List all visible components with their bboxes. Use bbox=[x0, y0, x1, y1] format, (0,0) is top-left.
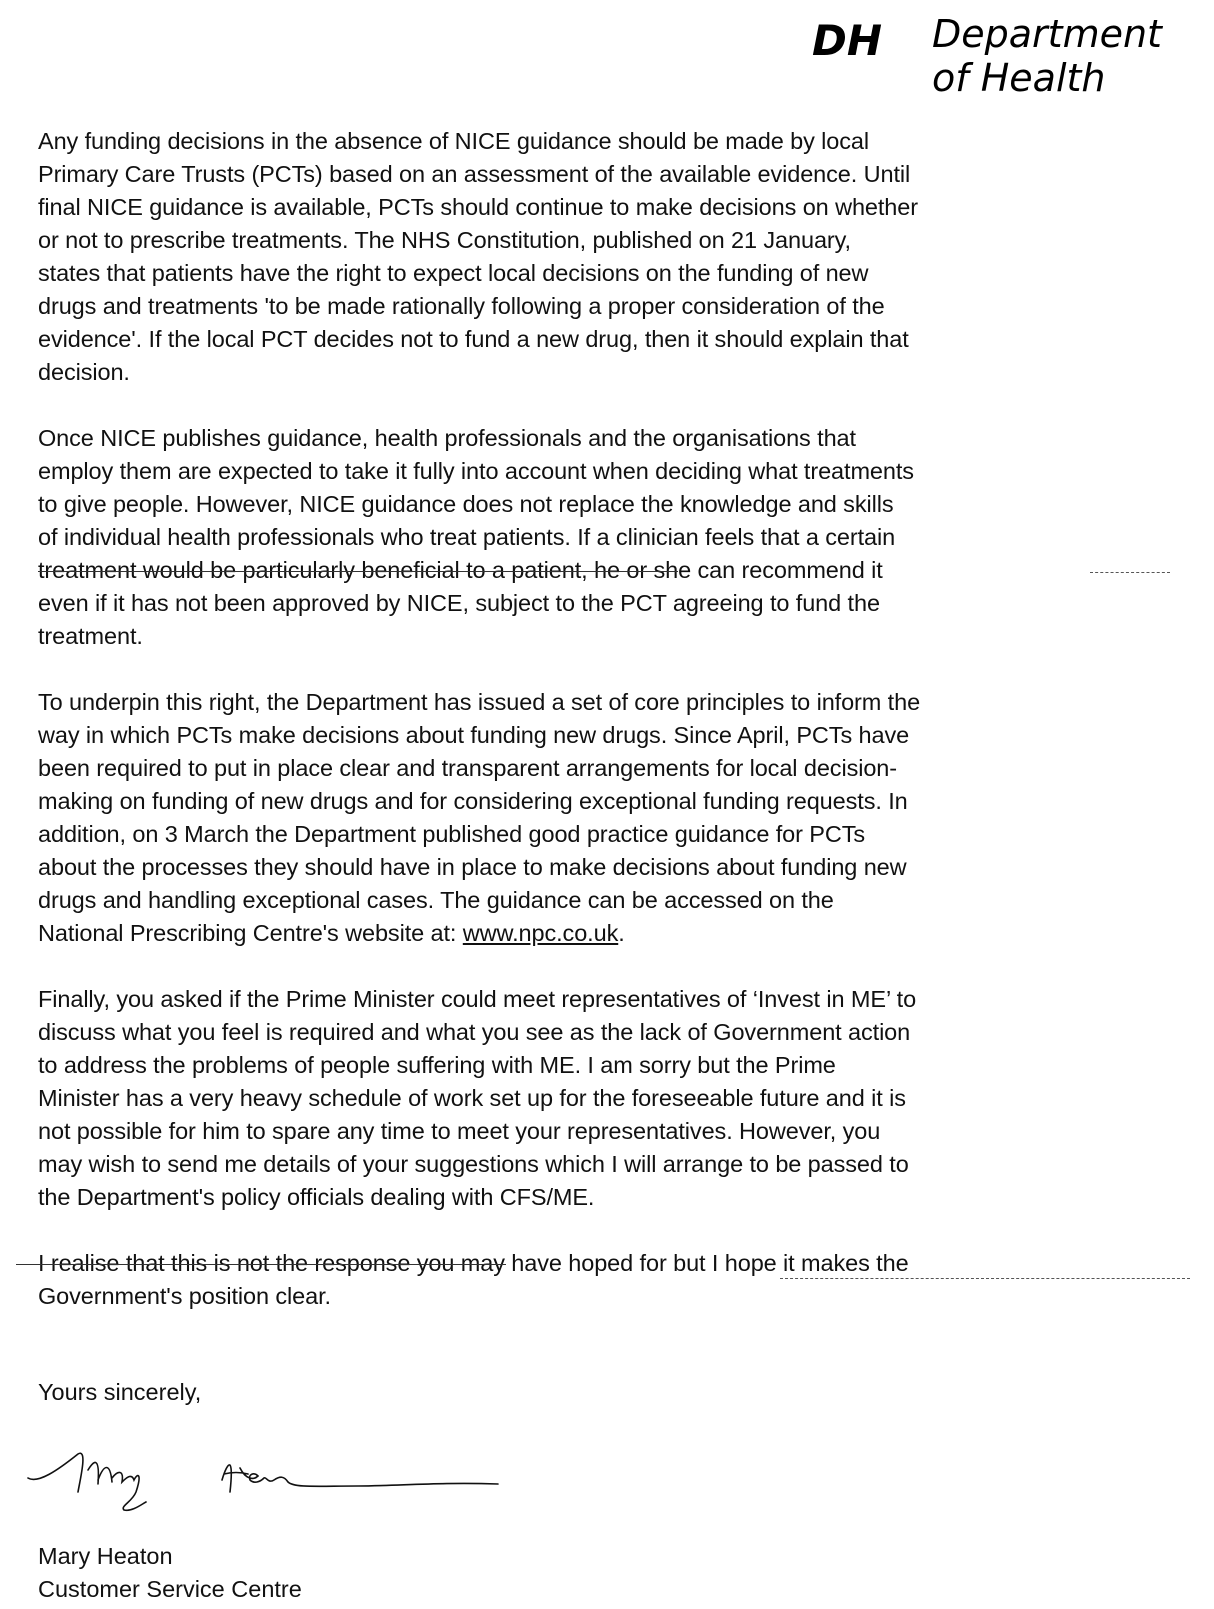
text-line: states that patients have the right to expect local decisions on the funding of new bbox=[38, 260, 869, 286]
paragraph-core-principles bbox=[38, 686, 1198, 950]
logo-org-name-line1: Department bbox=[932, 12, 1162, 56]
text-line: even if it has not been approved by NICE, subject to the PCT agreeing to fund the bbox=[38, 590, 880, 616]
scan-artifact-line bbox=[38, 571, 678, 572]
paragraph-conclusion bbox=[38, 1247, 1198, 1313]
department-of-health-logo bbox=[812, 12, 1202, 112]
text-line: way in which PCTs make decisions about funding new drugs. Since April, PCTs have bbox=[38, 722, 910, 748]
text-line: about the processes they should have in place to make decisions about funding new bbox=[38, 854, 907, 880]
text-line bbox=[38, 917, 1198, 950]
paragraph-nice-guidance bbox=[38, 422, 1198, 653]
text-line: decision. bbox=[38, 359, 130, 385]
signer-name: Mary Heaton bbox=[38, 1543, 173, 1569]
text-line: of individual health professionals who treat patients. If a clinician feels that a certain bbox=[38, 524, 896, 550]
text-line-scan-artifact: I realise that this is not the response you may have hoped for but I hope it makes the bbox=[38, 1250, 909, 1276]
text-line: Finally, you asked if the Prime Minister could meet representatives of ‘Invest in ME’ to bbox=[38, 986, 917, 1012]
text-line: been required to put in place clear and transparent arrangements for local decision- bbox=[38, 755, 898, 781]
text-line: may wish to send me details of your suggestions which I will arrange to be passed to bbox=[38, 1151, 909, 1177]
npc-website-link[interactable]: www.npc.co.uk bbox=[462, 920, 619, 946]
text-line: To underpin this right, the Department has issued a set of core principles to inform the bbox=[38, 689, 921, 715]
signature-stroke bbox=[222, 1465, 498, 1492]
text-line: to give people. However, NICE guidance does not replace the knowledge and skills bbox=[38, 491, 894, 517]
text-segment: . bbox=[618, 920, 625, 946]
text-line: employ them are expected to take it fully into account when deciding what treatments bbox=[38, 458, 914, 484]
signature-stroke bbox=[28, 1453, 146, 1510]
paragraph-nice-funding bbox=[38, 125, 1198, 389]
letter-body bbox=[38, 125, 1198, 1346]
paragraph-prime-minister bbox=[38, 983, 1198, 1214]
logo-org-name bbox=[932, 12, 1162, 100]
text-line: drugs and treatments 'to be made rationally following a proper consideration of the bbox=[38, 293, 885, 319]
text-segment: National Prescribing Centre's website at: bbox=[38, 920, 463, 946]
text-line: Minister has a very heavy schedule of work set up for the foreseeable future and it is bbox=[38, 1085, 906, 1111]
text-line: not possible for him to spare any time to meet your representatives. However, you bbox=[38, 1118, 881, 1144]
scan-artifact-line bbox=[1090, 572, 1170, 573]
text-line: Once NICE publishes guidance, health professionals and the organisations that bbox=[38, 425, 856, 451]
signer-block bbox=[38, 1540, 302, 1606]
text-line: Government's position clear. bbox=[38, 1283, 331, 1309]
closing-salutation: Yours sincerely, bbox=[38, 1379, 202, 1405]
handwritten-signature bbox=[18, 1440, 538, 1520]
logo-org-name-line2: of Health bbox=[932, 56, 1106, 100]
text-line: the Department's policy officials dealing with CFS/ME. bbox=[38, 1184, 595, 1210]
text-line: drugs and handling exceptional cases. The guidance can be accessed on the bbox=[38, 887, 834, 913]
text-line: discuss what you feel is required and what you see as the lack of Government action bbox=[38, 1019, 911, 1045]
text-line: treatment. bbox=[38, 623, 143, 649]
scan-artifact-line bbox=[16, 1264, 506, 1265]
scan-artifact-line bbox=[780, 1278, 1190, 1279]
text-line: to address the problems of people suffering with ME. I am sorry but the Prime bbox=[38, 1052, 836, 1078]
text-line: addition, on 3 March the Department published good practice guidance for PCTs bbox=[38, 821, 866, 847]
text-line: final NICE guidance is available, PCTs should continue to make decisions on whether bbox=[38, 194, 918, 220]
logo-mark: DH bbox=[812, 16, 883, 65]
signer-department: Customer Service Centre bbox=[38, 1576, 302, 1602]
text-line: or not to prescribe treatments. The NHS Constitution, published on 21 January, bbox=[38, 227, 851, 253]
text-line: Primary Care Trusts (PCTs) based on an assessment of the available evidence. Until bbox=[38, 161, 911, 187]
text-line: evidence'. If the local PCT decides not to fund a new drug, then it should explain that bbox=[38, 326, 909, 352]
text-line: Any funding decisions in the absence of NICE guidance should be made by local bbox=[38, 128, 870, 154]
text-line: making on funding of new drugs and for considering exceptional funding requests. In bbox=[38, 788, 908, 814]
text-line-scan-artifact: treatment would be particularly beneficial to a patient, he or she can recommend it bbox=[38, 557, 883, 583]
